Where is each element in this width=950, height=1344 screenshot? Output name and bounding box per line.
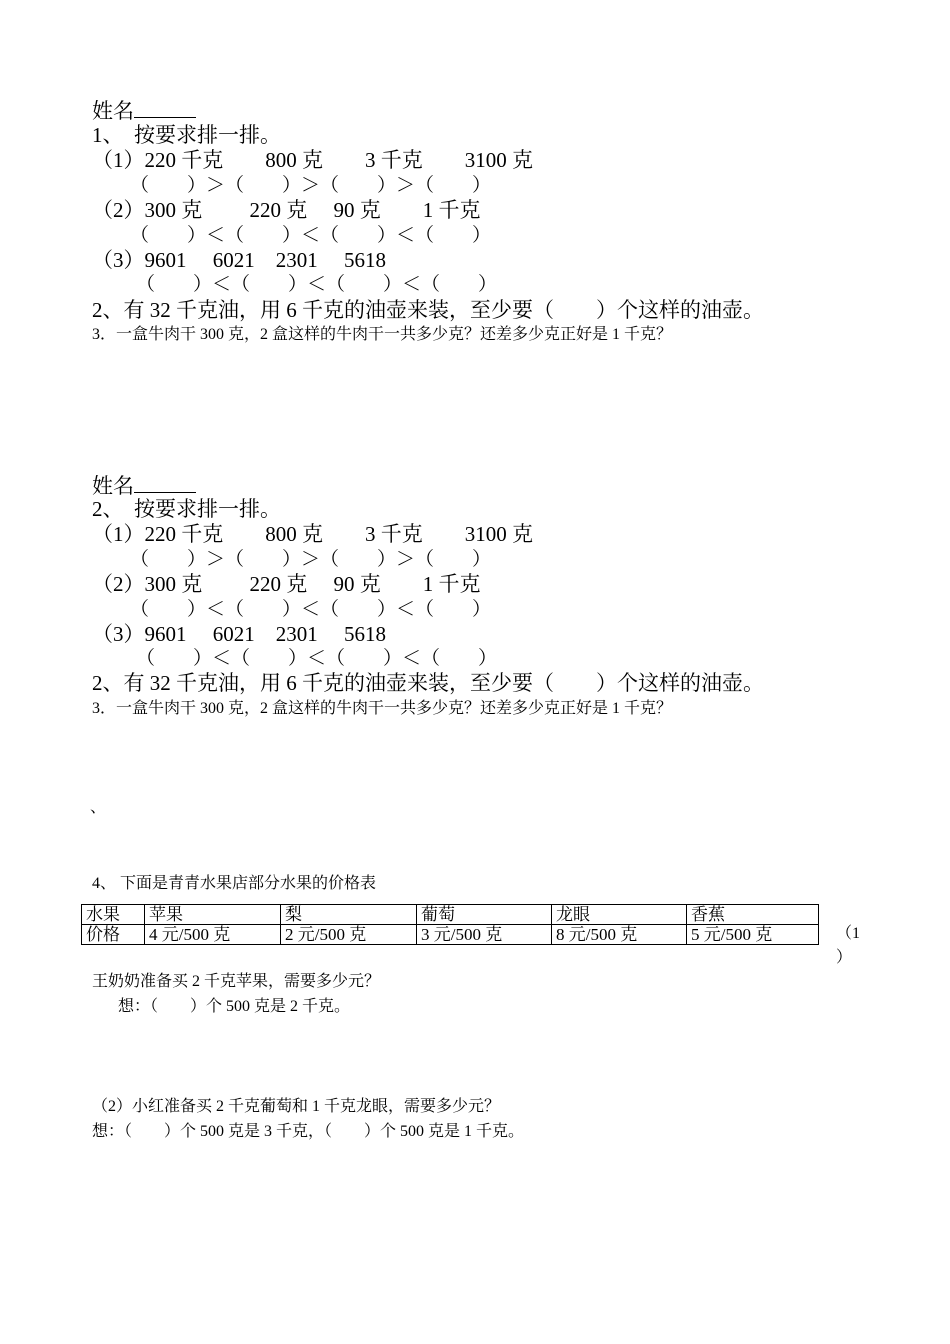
table-row <box>82 905 819 925</box>
q1-3-items: （3）9601 6021 2301 5618 <box>92 248 386 272</box>
table-cell: 价格 <box>82 925 145 945</box>
name-label: 姓名 <box>92 474 134 498</box>
table-cell: 葡萄 <box>417 905 552 925</box>
q1-2-blanks: （ ）＜（ ）＜（ ）＜（ ） <box>130 599 492 620</box>
q1-title: 2、 按要求排一排。 <box>92 497 281 521</box>
q4-p2-think: 想：（ ）个 500 克是 3 千克，（ ）个 500 克是 1 千克。 <box>92 1123 525 1140</box>
q2-text: 2、有 32 千克油，用 6 千克的油壶来装，至少要（ ）个这样的油壶。 <box>92 671 764 695</box>
q4-p2-question: （2）小红准备买 2 千克葡萄和 1 千克龙眼，需要多少元？ <box>92 1098 501 1115</box>
name-line-1 <box>92 99 196 122</box>
price-table <box>81 904 819 945</box>
name-blank[interactable] <box>134 99 196 118</box>
q4-side-close: ） <box>836 949 853 966</box>
q1-1-items: （1）220 千克 800 克 3 千克 3100 克 <box>92 522 533 546</box>
q1-1-blanks: （ ）＞（ ）＞（ ）＞（ ） <box>130 175 492 196</box>
q4-p1-question: 王奶奶准备买 2 千克苹果，需要多少元？ <box>92 973 381 990</box>
q1-3-items: （3）9601 6021 2301 5618 <box>92 622 386 646</box>
q4-title: 4、 下面是青青水果店部分水果的价格表 <box>92 875 377 892</box>
table-cell: 梨 <box>281 905 417 925</box>
name-blank[interactable] <box>134 474 196 493</box>
q1-1-items: （1）220 千克 800 克 3 千克 3100 克 <box>92 148 533 172</box>
table-cell: 水果 <box>82 905 145 925</box>
q1-3-blanks: （ ）＜（ ）＜（ ）＜（ ） <box>136 274 498 295</box>
q4-side-open: （1 <box>836 925 861 942</box>
q1-title: 1、 按要求排一排。 <box>92 123 281 147</box>
table-row <box>82 925 819 945</box>
q1-2-items: （2）300 克 220 克 90 克 1 千克 <box>92 198 481 222</box>
table-cell: 3 元/500 克 <box>417 925 552 945</box>
name-label: 姓名 <box>92 99 134 123</box>
q1-2-items: （2）300 克 220 克 90 克 1 千克 <box>92 572 481 596</box>
name-line-2 <box>92 474 196 497</box>
table-cell: 香蕉 <box>687 905 819 925</box>
q3-text: 3．一盒牛肉干 300 克，2 盒这样的牛肉干一共多少克？还差多少克正好是 1 千克？ <box>92 700 673 717</box>
q4-p1-think: 想：（ ）个 500 克是 2 千克。 <box>118 998 351 1015</box>
q2-text: 2、有 32 千克油，用 6 千克的油壶来装，至少要（ ）个这样的油壶。 <box>92 298 764 322</box>
q1-2-blanks: （ ）＜（ ）＜（ ）＜（ ） <box>130 225 492 246</box>
table-cell: 5 元/500 克 <box>687 925 819 945</box>
q1-3-blanks: （ ）＜（ ）＜（ ）＜（ ） <box>136 648 498 669</box>
table-cell: 2 元/500 克 <box>281 925 417 945</box>
table-cell: 龙眼 <box>552 905 687 925</box>
q3-text: 3．一盒牛肉干 300 克，2 盒这样的牛肉干一共多少克？还差多少克正好是 1 千克？ <box>92 326 673 343</box>
table-cell: 苹果 <box>145 905 281 925</box>
stray-mark: 、 <box>90 799 107 816</box>
table-cell: 4 元/500 克 <box>145 925 281 945</box>
table-cell: 8 元/500 克 <box>552 925 687 945</box>
q1-1-blanks: （ ）＞（ ）＞（ ）＞（ ） <box>130 549 492 570</box>
